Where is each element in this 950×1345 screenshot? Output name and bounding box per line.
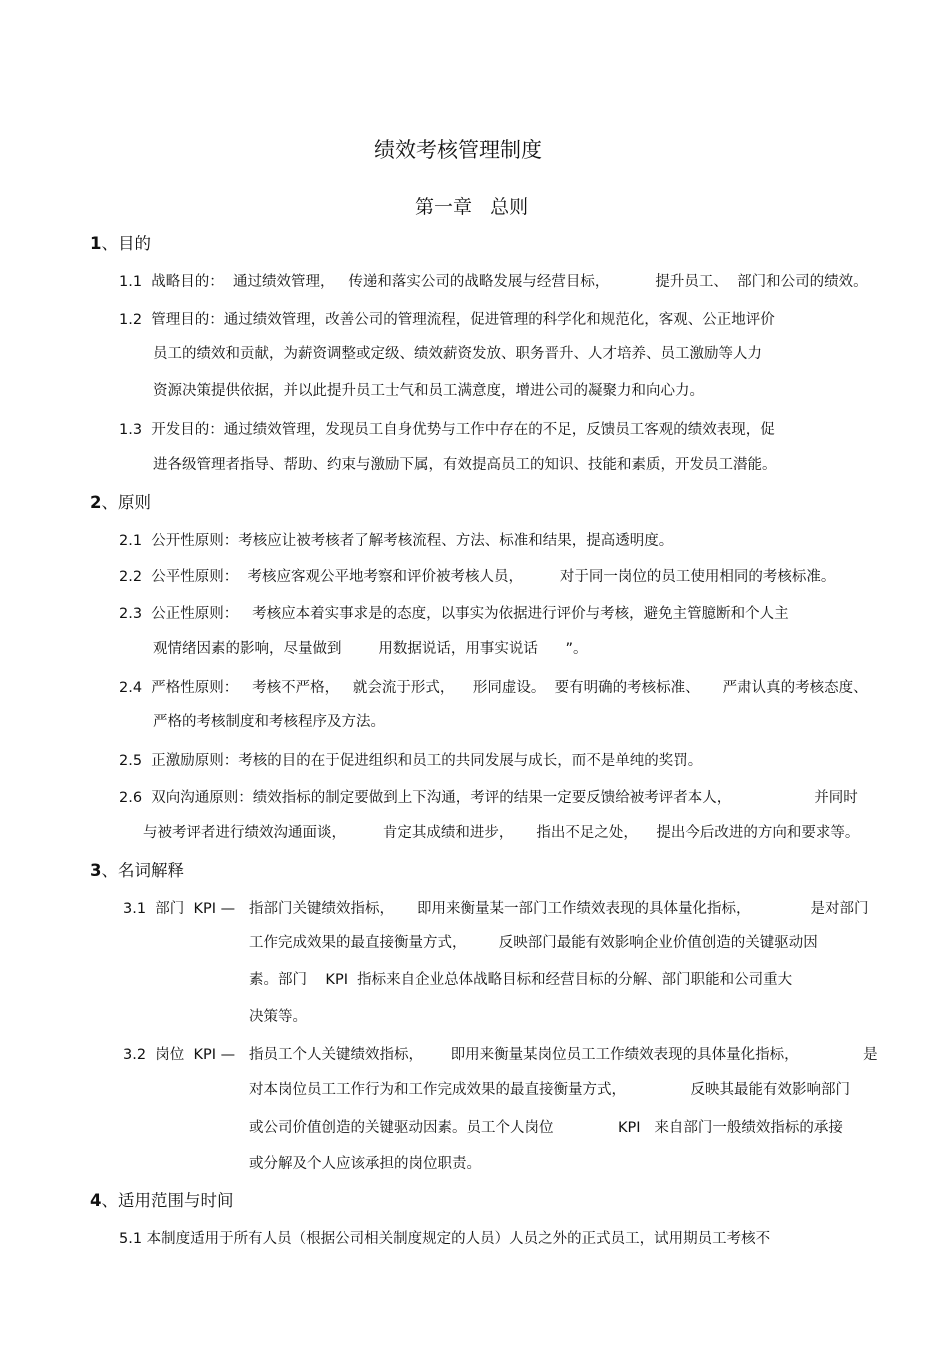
para-2-6-line-2: 与被考评者进行绩效沟通面谈， 肯定其成绩和进步， 指出不足之处， 提出今后改进的方向和要求等。 — [143, 825, 860, 841]
section-1-heading — [90, 233, 151, 255]
section-3-title: 、名词解释 — [101, 861, 184, 880]
para-2-4-line-1: 2.4 严格性原则： 考核不严格， 就会流于形式， 形同虚设。 要有明确的考核标准、 严肃认真的考核态度、 — [119, 680, 868, 696]
para-1-2-line-3: 资源决策提供依据，并以此提升员工士气和员工满意度，增进公司的凝聚力和向心力。 — [153, 383, 704, 399]
term-3-2-label: 3.2 岗位 KPI — — [123, 1047, 236, 1063]
term-3-2-line-2: 对本岗位员工工作行为和工作完成效果的最直接衡量方式， 反映其最能有效影响部门 — [249, 1082, 851, 1098]
para-1-2-line-2: 员工的绩效和贡献，为薪资调整或定级、绩效薪资发放、职务晋升、人才培养、员工激励等人力 — [153, 346, 762, 362]
term-3-1-line-3: 素。部门 KPI 指标来自企业总体战略目标和经营目标的分解、部门职能和公司重大 — [249, 972, 793, 988]
section-1-number: 1 — [90, 234, 102, 253]
term-3-2-line-1: 指员工个人关键绩效指标， 即用来衡量某岗位员工工作绩效表现的具体量化指标， 是 — [249, 1047, 878, 1063]
para-1-3-line-1: 1.3 开发目的：通过绩效管理，发现员工自身优势与工作中存在的不足，反馈员工客观的绩效表现，促 — [119, 422, 775, 438]
section-4-number: 4 — [90, 1191, 102, 1210]
para-2-6-line-1: 2.6 双向沟通原则：绩效指标的制定要做到上下沟通，考评的结果一定要反馈给被考评者本人， 并同时 — [119, 790, 858, 806]
section-2-heading — [90, 492, 151, 514]
section-1-title: 、目的 — [101, 234, 151, 253]
term-3-1-line-2: 工作完成效果的最直接衡量方式， 反映部门最能有效影响企业价值创造的关键驱动因 — [249, 935, 818, 951]
section-2-number: 2 — [90, 493, 102, 512]
section-3-heading — [90, 860, 184, 882]
term-3-2-line-4: 或分解及个人应该承担的岗位职责。 — [249, 1156, 481, 1172]
para-1-1: 1.1 战略目的： 通过绩效管理， 传递和落实公司的战略发展与经营目标， 提升员工、 部门和公司的绩效。 — [119, 274, 868, 290]
para-2-5: 2.5 正激励原则：考核的目的在于促进组织和员工的共同发展与成长，而不是单纯的奖罚。 — [119, 753, 703, 769]
para-2-3-line-1: 2.3 公正性原则： 考核应本着实事求是的态度，以事实为依据进行评价与考核，避免主管臆断和个人主 — [119, 606, 789, 622]
para-2-4-line-2: 严格的考核制度和考核程序及方法。 — [153, 714, 385, 730]
para-1-2-line-1: 1.2 管理目的：通过绩效管理，改善公司的管理流程，促进管理的科学化和规范化，客观、公正地评价 — [119, 312, 775, 328]
para-2-3-line-2: 观情绪因素的影响，尽量做到 用数据说话，用事实说话 ”。 — [153, 641, 588, 657]
para-1-3-line-2: 进各级管理者指导、帮助、约束与激励下属，有效提高员工的知识、技能和素质，开发员工潜能。 — [153, 457, 777, 473]
term-3-1-line-1: 指部门关键绩效指标， 即用来衡量某一部门工作绩效表现的具体量化指标， 是对部门 — [249, 901, 869, 917]
section-2-title: 、原则 — [101, 493, 151, 512]
term-3-1-line-4: 决策等。 — [249, 1009, 307, 1025]
section-3-number: 3 — [90, 861, 102, 880]
document-title: 绩效考核管理制度 — [374, 138, 542, 162]
section-4-title: 、适用范围与时间 — [101, 1191, 234, 1210]
term-3-1-label: 3.1 部门 KPI — — [123, 901, 236, 917]
section-4-heading — [90, 1190, 233, 1212]
term-3-2-line-3: 或公司价值创造的关键驱动因素。员工个人岗位 KPI 来自部门一般绩效指标的承接 — [249, 1120, 843, 1136]
para-2-2: 2.2 公平性原则： 考核应客观公平地考察和评价被考核人员， 对于同一岗位的员工使用相同的考核标准。 — [119, 569, 836, 585]
chapter-heading: 第一章 总则 — [415, 196, 529, 218]
para-5-1: 5.1 本制度适用于所有人员（根据公司相关制度规定的人员）人员之外的正式员工，试用期员工考核不 — [119, 1231, 771, 1247]
para-2-1: 2.1 公开性原则：考核应让被考核者了解考核流程、方法、标准和结果，提高透明度。 — [119, 533, 674, 549]
